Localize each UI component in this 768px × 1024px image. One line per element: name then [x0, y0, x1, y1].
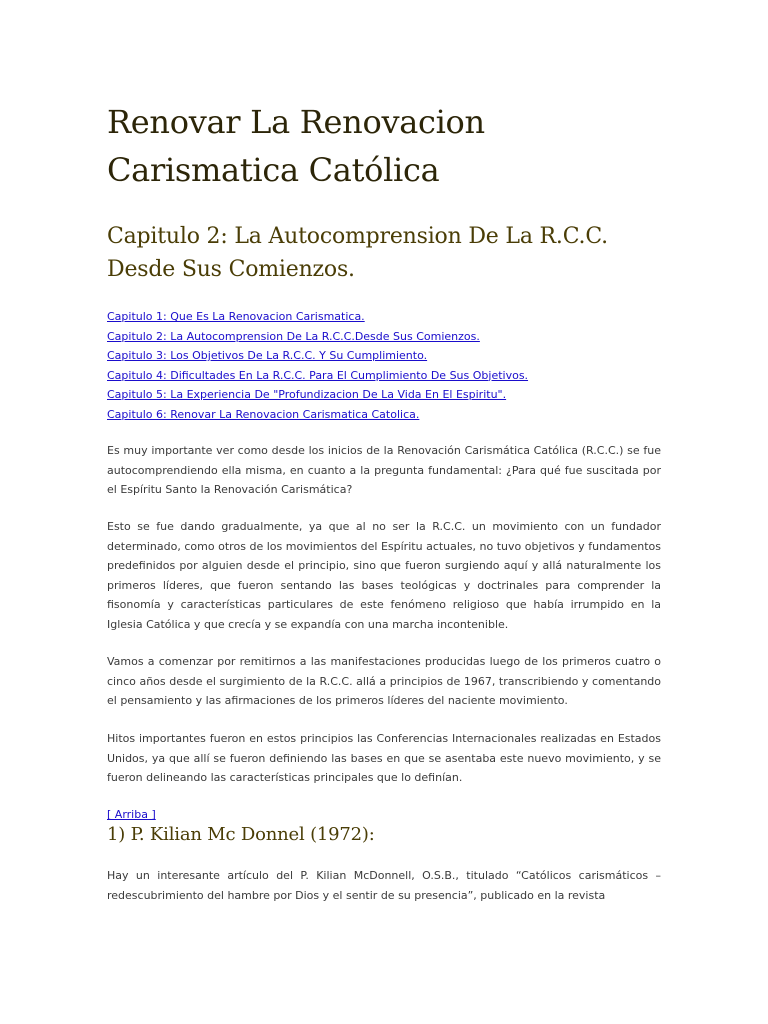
- body-paragraph-leaders: Vamos a comenzar por remitirnos a las manifestaciones producidas luego de los primeros cuatro o cinco años desde el surgimiento de la R.C.C. allá a principios de 1967, transcribiendo y comentando el pensamiento y las afirmaciones de los primeros líderes del naciente movimiento.: [107, 655, 661, 707]
- chapter-links-list: [107, 307, 661, 425]
- chapter-link-item: [107, 346, 661, 366]
- body-paragraph-kilian: Hay un interesante artículo del P. Kilian McDonnell, O.S.B., titulado “Católicos carismáticos – redescubrimiento del hambre por Dios y el sentir de su presencia”, publicado en la revista: [107, 869, 661, 902]
- chapter-subtitle: Capitulo 2: La Autocomprension De La R.C.C. Desde Sus Comienzos.: [107, 224, 608, 282]
- chapter-link-item: [107, 385, 661, 405]
- chapter-link-item: [107, 366, 661, 386]
- chapter-6-link[interactable]: Capitulo 6: Renovar La Renovacion Carismatica Catolica.: [107, 407, 420, 421]
- body-paragraph-intro: Es muy importante ver como desde los inicios de la Renovación Carismática Católica (R.C.C.) se fue autocomprendiendo ella misma, en cuanto a la pregunta fundamental: ¿Para qué fue suscitada por el Espíritu Santo la Renovación Carismática?: [107, 444, 661, 496]
- chapter-link-item: [107, 405, 661, 425]
- chapter-link-item: [107, 307, 661, 327]
- chapter-2-link[interactable]: Capitulo 2: La Autocomprension De La R.C.C.Desde Sus Comienzos.: [107, 329, 480, 343]
- chapter-link-item: [107, 327, 661, 347]
- chapter-4-link[interactable]: Capitulo 4: Dificultades En La R.C.C. Para El Cumplimiento De Sus Objetivos.: [107, 368, 529, 382]
- body-paragraph-origins: Esto se fue dando gradualmente, ya que al no ser la R.C.C. un movimiento con un fundador determinado, como otros de los movimientos del Espíritu actuales, no tuvo objetivos y fundamentos predefinidos por alguien desde el principio, sino que fueron surgiendo aquí y allá naturalmente los primeros líderes, que fueron sentando las bases teológicas y doctrinales para comprender la fisonomía y características particulares de este fenómeno religioso que había irrumpido en la Iglesia Católica y que crecía y se expandía con una marcha incontenible.: [107, 520, 661, 631]
- chapter-3-link[interactable]: Capitulo 3: Los Objetivos De La R.C.C. Y Su Cumplimiento.: [107, 349, 428, 363]
- page-title: Renovar La Renovacion Carismatica Católica: [107, 103, 485, 189]
- back-to-top-link[interactable]: [ Arriba ]: [107, 808, 156, 821]
- section-heading: 1) P. Kilian Mc Donnel (1972):: [107, 824, 375, 845]
- body-paragraph-conferences: Hitos importantes fueron en estos principios las Conferencias Internacionales realizadas en Estados Unidos, ya que allí se fueron definiendo las bases en que se asentaba este nuevo movimiento, y se fueron delineando las características principales que lo definían.: [107, 732, 661, 784]
- chapter-1-link[interactable]: Capitulo 1: Que Es La Renovacion Carismatica.: [107, 310, 365, 323]
- chapter-5-link[interactable]: Capitulo 5: La Experiencia De "Profundizacion De La Vida En El Espiritu".: [107, 388, 507, 402]
